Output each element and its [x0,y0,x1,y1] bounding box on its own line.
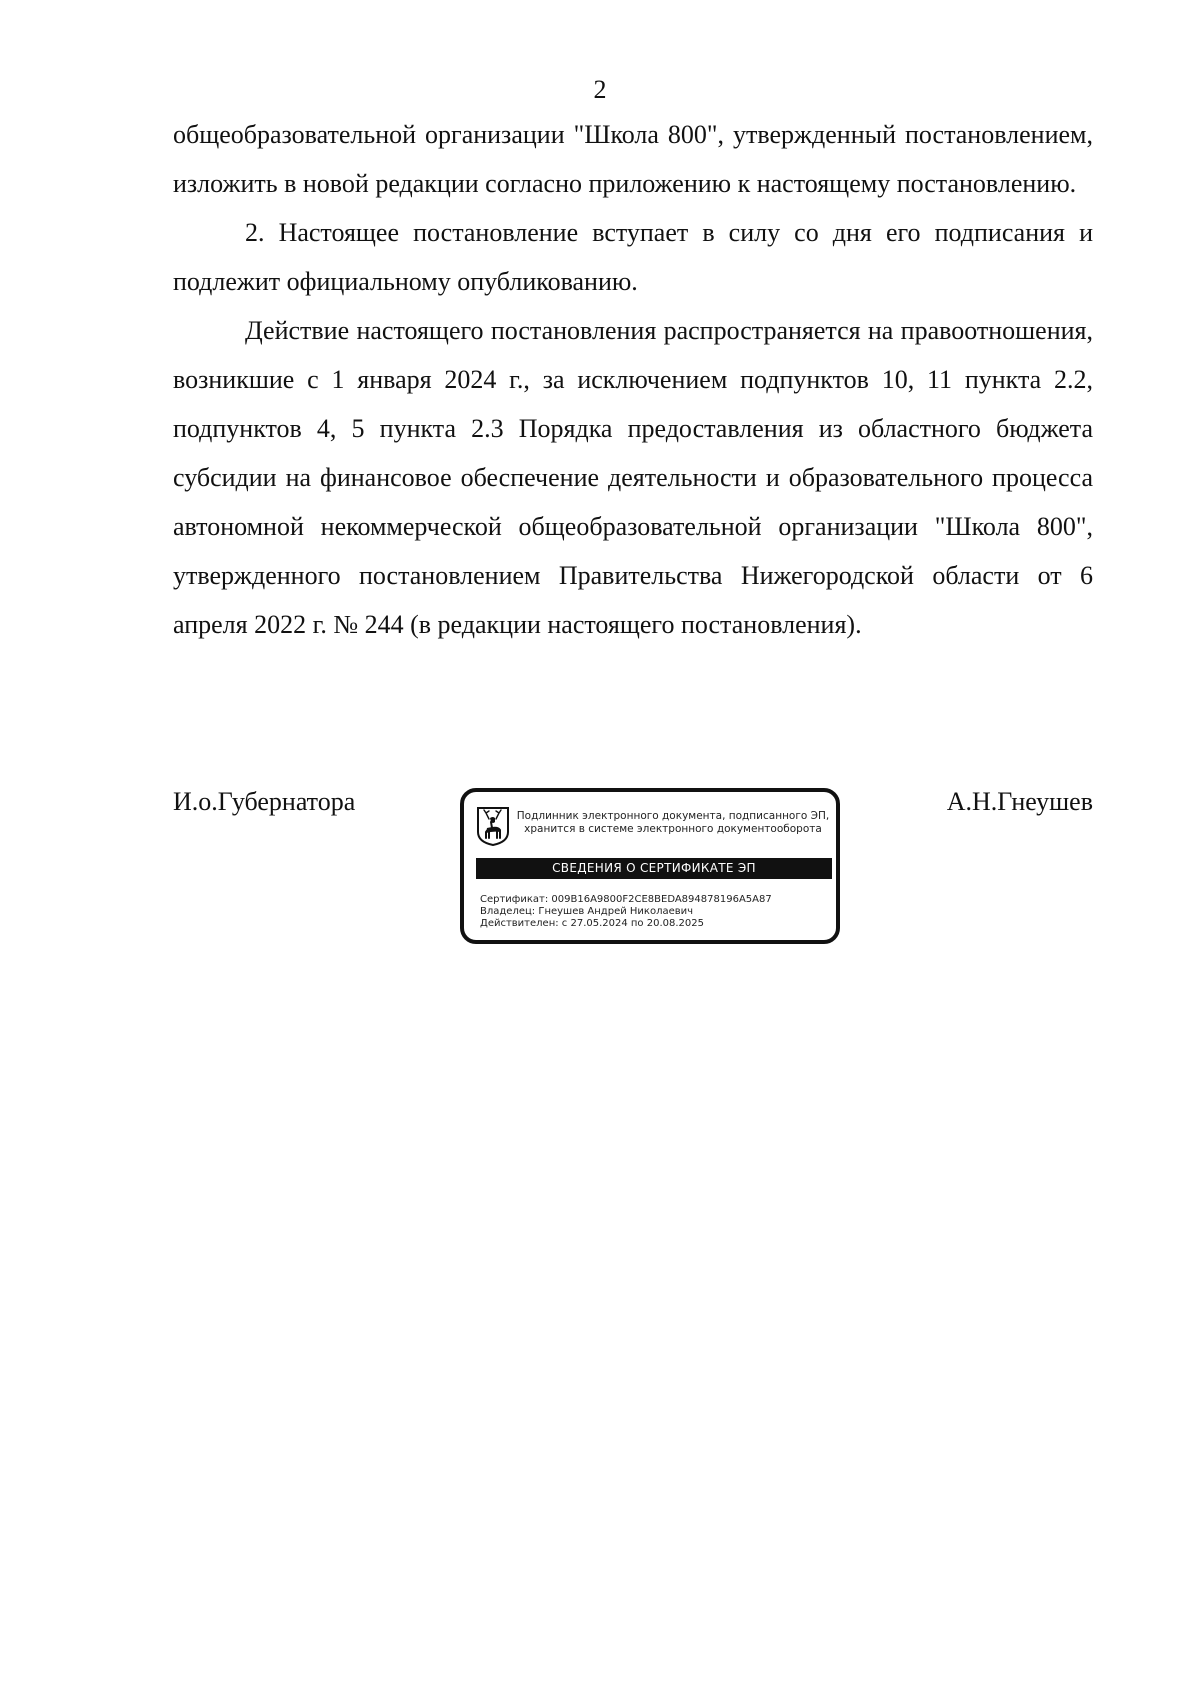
signatory-role: И.о.Губернатора [173,787,356,816]
stamp-header-line1: Подлинник электронного документа, подписанного ЭП, [516,810,830,822]
certificate-number: Сертификат: 009B16A9800F2CE8BEDA894878196A5A87 [480,894,772,905]
stamp-header [514,810,832,836]
signatory-name: А.Н.Гнеушев [946,787,1093,816]
stamp-certificate-bar: СВЕДЕНИЯ О СЕРТИФИКАТЕ ЭП [476,858,832,879]
paragraph-continuation: общеобразовательной организации "Школа 800", утвержденный постановлением, изложить в новой редакции согласно приложению к настоящему постановлению. [173,120,1093,198]
certificate-validity: Действителен: с 27.05.2024 по 20.08.2025 [480,918,704,929]
paragraph-scope: Действие настоящего постановления распространяется на правоотношения, возникшие с 1 января 2024 г., за исключением подпунктов 10, 11 пункта 2.2, подпунктов 4, 5 пункта 2.3 Порядка предоставления из областного бюджета субсидии на финансовое обеспечение деятельности и образовательного процесса автономной некоммерческой общеобразовательной организации "Школа 800", утвержденного постановлением Правительства Нижегородской области от 6 апреля 2022 г. № 244 (в редакции настоящего постановления). [173,316,1093,639]
document-body [173,110,1093,649]
stamp-header-line2: хранится в системе электронного документооборота [524,823,822,835]
paragraph-effective-date: 2. Настоящее постановление вступает в силу со дня его подписания и подлежит официальному опубликованию. [173,218,1093,296]
page-number: 2 [593,75,607,104]
stamp-details [480,894,830,930]
certificate-owner: Владелец: Гнеушев Андрей Николаевич [480,906,694,917]
electronic-signature-stamp [460,788,840,944]
deer-emblem-icon [476,806,510,846]
